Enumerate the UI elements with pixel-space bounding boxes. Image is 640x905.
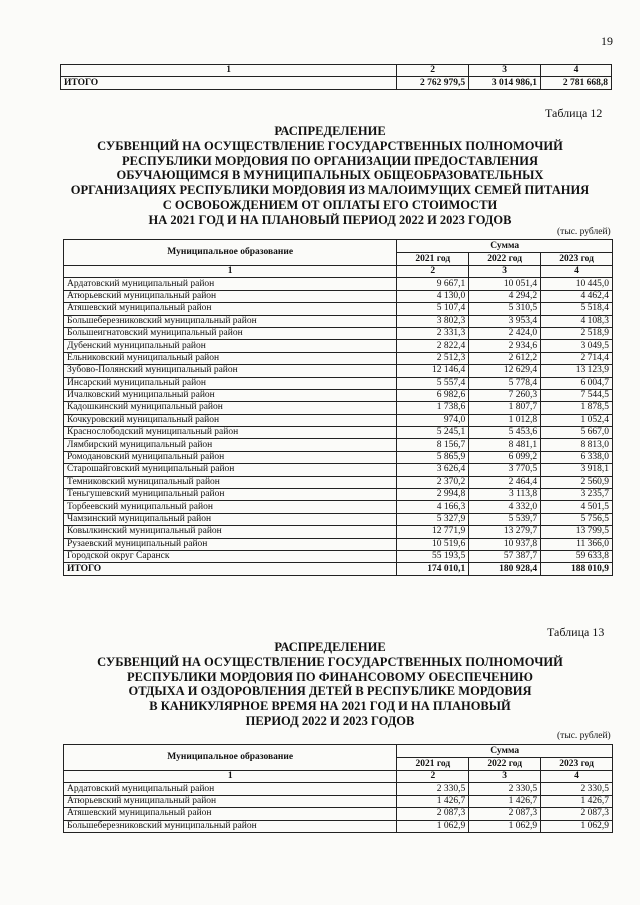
col-number: 3 — [469, 771, 541, 783]
municipality-name: Большеберезниковский муниципальный район — [64, 315, 397, 327]
amount-cell: 13 123,9 — [541, 365, 613, 377]
col-number: 3 — [469, 266, 541, 278]
table-row — [64, 402, 613, 414]
municipality-name: Зубово-Полянский муниципальный район — [64, 365, 397, 377]
heading-line: СУБВЕНЦИЙ НА ОСУЩЕСТВЛЕНИЕ ГОСУДАРСТВЕННЫХ ПОЛНОМОЧИЙ — [97, 654, 563, 669]
amount-cell: 2 560,9 — [541, 476, 613, 488]
amount-cell: 1 426,7 — [397, 795, 469, 807]
table-row — [64, 476, 613, 488]
table-12-unit: (тыс. рублей) — [557, 227, 611, 237]
col-number: 4 — [541, 266, 613, 278]
col-number: 1 — [64, 771, 397, 783]
amount-cell: 5 107,4 — [397, 303, 469, 315]
header-sum: Сумма — [397, 240, 613, 253]
total-value: 180 928,4 — [469, 563, 541, 575]
amount-cell: 2 934,6 — [469, 340, 541, 352]
col-number: 4 — [541, 771, 613, 783]
amount-cell: 12 146,4 — [397, 365, 469, 377]
amount-cell: 5 518,4 — [541, 303, 613, 315]
total-value: 2 762 979,5 — [397, 77, 469, 89]
amount-cell: 5 245,1 — [397, 427, 469, 439]
table-13-body — [64, 783, 613, 833]
col-number: 2 — [397, 65, 469, 77]
amount-cell: 2 087,3 — [397, 808, 469, 820]
amount-cell: 5 327,9 — [397, 513, 469, 525]
municipality-name: Городской округ Саранск — [64, 550, 397, 562]
amount-cell: 57 387,7 — [469, 550, 541, 562]
total-value: 2 781 668,8 — [541, 77, 612, 89]
amount-cell: 5 539,7 — [469, 513, 541, 525]
amount-cell: 10 051,4 — [469, 278, 541, 290]
amount-cell: 2 612,2 — [469, 352, 541, 364]
amount-cell: 1 062,9 — [541, 820, 613, 832]
amount-cell: 1 878,5 — [541, 402, 613, 414]
amount-cell: 8 813,0 — [541, 439, 613, 451]
amount-cell: 4 130,0 — [397, 290, 469, 302]
table-13-unit: (тыс. рублей) — [557, 731, 611, 741]
amount-cell: 7 544,5 — [541, 389, 613, 401]
table-row — [64, 795, 613, 807]
table-row — [64, 414, 613, 426]
table-row — [64, 550, 613, 562]
table-13-heading — [40, 640, 620, 729]
amount-cell: 4 462,4 — [541, 290, 613, 302]
amount-cell: 3 049,5 — [541, 340, 613, 352]
total-value: 174 010,1 — [397, 563, 469, 575]
table-12-label: Таблица 12 — [545, 106, 603, 120]
col-number: 1 — [61, 65, 397, 77]
municipality-name: Атюрьевский муниципальный район — [64, 795, 397, 807]
heading-line: РАСПРЕДЕЛЕНИЕ — [274, 124, 386, 138]
table-row — [64, 464, 613, 476]
heading-line: СУБВЕНЦИЙ НА ОСУЩЕСТВЛЕНИЕ ГОСУДАРСТВЕННЫХ ПОЛНОМОЧИЙ — [97, 138, 563, 153]
amount-cell: 13 799,5 — [541, 526, 613, 538]
table-row — [64, 439, 613, 451]
municipality-name: Ардатовский муниципальный район — [64, 278, 397, 290]
table-row — [64, 365, 613, 377]
amount-cell: 59 633,8 — [541, 550, 613, 562]
amount-cell: 1 738,6 — [397, 402, 469, 414]
amount-cell: 9 667,1 — [397, 278, 469, 290]
table-row — [64, 303, 613, 315]
amount-cell: 2 714,4 — [541, 352, 613, 364]
amount-cell: 6 004,7 — [541, 377, 613, 389]
municipality-name: Большеигнатовский муниципальный район — [64, 327, 397, 339]
amount-cell: 11 366,0 — [541, 538, 613, 550]
municipality-name: Темниковский муниципальный район — [64, 476, 397, 488]
amount-cell: 3 770,5 — [469, 464, 541, 476]
amount-cell: 6 982,6 — [397, 389, 469, 401]
amount-cell: 2 330,5 — [469, 783, 541, 795]
table-row — [64, 315, 613, 327]
amount-cell: 8 481,1 — [469, 439, 541, 451]
amount-cell: 6 099,2 — [469, 451, 541, 463]
municipality-name: Ромодановский муниципальный район — [64, 451, 397, 463]
table-row — [64, 808, 613, 820]
municipality-name: Атюрьевский муниципальный район — [64, 290, 397, 302]
municipality-name: Чамзинский муниципальный район — [64, 513, 397, 525]
heading-line: ОТДЫХА И ОЗДОРОВЛЕНИЯ ДЕТЕЙ В РЕСПУБЛИКЕ МОРДОВИЯ — [128, 684, 532, 699]
amount-cell: 2 424,0 — [469, 327, 541, 339]
amount-cell: 3 918,1 — [541, 464, 613, 476]
amount-cell: 5 865,9 — [397, 451, 469, 463]
table-row — [64, 340, 613, 352]
table-row — [64, 489, 613, 501]
total-value: 188 010,9 — [541, 563, 613, 575]
amount-cell: 5 557,4 — [397, 377, 469, 389]
amount-cell: 12 771,9 — [397, 526, 469, 538]
total-label: ИТОГО — [61, 77, 397, 89]
amount-cell: 13 279,7 — [469, 526, 541, 538]
table-row — [64, 451, 613, 463]
col-number: 3 — [469, 65, 541, 77]
amount-cell: 1 012,8 — [469, 414, 541, 426]
table-12-heading — [40, 124, 620, 228]
table-row — [64, 526, 613, 538]
amount-cell: 3 235,7 — [541, 489, 613, 501]
table-row — [64, 427, 613, 439]
amount-cell: 1 426,7 — [541, 795, 613, 807]
table-13-label: Таблица 13 — [547, 625, 605, 639]
municipality-name: Атяшевский муниципальный район — [64, 303, 397, 315]
municipality-name: Дубенский муниципальный район — [64, 340, 397, 352]
amount-cell: 1 052,4 — [541, 414, 613, 426]
amount-cell: 5 667,0 — [541, 427, 613, 439]
amount-cell: 7 260,3 — [469, 389, 541, 401]
table-row — [64, 538, 613, 550]
amount-cell: 1 807,7 — [469, 402, 541, 414]
header-municipality: Муниципальное образование — [64, 240, 397, 266]
amount-cell: 4 166,3 — [397, 501, 469, 513]
header-year: 2023 год — [541, 253, 613, 266]
heading-line: В КАНИКУЛЯРНОЕ ВРЕМЯ НА 2021 ГОД И НА ПЛАНОВЫЙ — [149, 699, 511, 714]
heading-line: С ОСВОБОЖДЕНИЕМ ОТ ОПЛАТЫ ЕГО СТОИМОСТИ — [162, 197, 498, 212]
amount-cell: 4 332,0 — [469, 501, 541, 513]
table-row — [64, 377, 613, 389]
amount-cell: 10 445,0 — [541, 278, 613, 290]
amount-cell: 2 087,3 — [469, 808, 541, 820]
amount-cell: 2 464,4 — [469, 476, 541, 488]
municipality-name: Торбеевский муниципальный район — [64, 501, 397, 513]
amount-cell: 2 331,3 — [397, 327, 469, 339]
amount-cell: 2 822,4 — [397, 340, 469, 352]
amount-cell: 1 426,7 — [469, 795, 541, 807]
header-year: 2022 год — [469, 253, 541, 266]
municipality-name: Кочкуровский муниципальный район — [64, 414, 397, 426]
municipality-name: Ковылкинский муниципальный район — [64, 526, 397, 538]
amount-cell: 3 802,3 — [397, 315, 469, 327]
municipality-name: Ичалковский муниципальный район — [64, 389, 397, 401]
municipality-name: Инсарский муниципальный район — [64, 377, 397, 389]
header-year: 2023 год — [541, 758, 613, 771]
amount-cell: 2 087,3 — [541, 808, 613, 820]
municipality-name: Большеберезниковский муниципальный район — [64, 820, 397, 832]
municipality-name: Теньгушевский муниципальный район — [64, 489, 397, 501]
total-label: ИТОГО — [64, 563, 397, 575]
header-year: 2021 год — [397, 253, 469, 266]
amount-cell: 2 518,9 — [541, 327, 613, 339]
heading-line: РЕСПУБЛИКИ МОРДОВИЯ ПО ФИНАНСОВОМУ ОБЕСПЕЧЕНИЮ — [126, 669, 533, 684]
amount-cell: 10 937,8 — [469, 538, 541, 550]
table-row — [64, 820, 613, 832]
table-12 — [63, 239, 613, 576]
heading-line: РЕСПУБЛИКИ МОРДОВИЯ ПО ОРГАНИЗАЦИИ ПРЕДОСТАВЛЕНИЯ — [122, 153, 538, 168]
municipality-name: Ардатовский муниципальный район — [64, 783, 397, 795]
amount-cell: 1 062,9 — [469, 820, 541, 832]
heading-line: ОРГАНИЗАЦИЯХ РЕСПУБЛИКИ МОРДОВИЯ ИЗ МАЛОИМУЩИХ СЕМЕЙ ПИТАНИЯ — [70, 183, 590, 198]
table-row — [64, 290, 613, 302]
municipality-name: Кадошкинский муниципальный район — [64, 402, 397, 414]
amount-cell: 3 626,4 — [397, 464, 469, 476]
table-row — [64, 352, 613, 364]
page-number: 19 — [601, 34, 613, 48]
table-row — [64, 501, 613, 513]
table-row — [64, 783, 613, 795]
municipality-name: Атяшевский муниципальный район — [64, 808, 397, 820]
total-value: 3 014 986,1 — [469, 77, 541, 89]
amount-cell: 3 953,4 — [469, 315, 541, 327]
table-row — [64, 278, 613, 290]
amount-cell: 4 294,2 — [469, 290, 541, 302]
col-number: 4 — [541, 65, 612, 77]
header-sum: Сумма — [397, 745, 613, 758]
amount-cell: 5 756,5 — [541, 513, 613, 525]
heading-line: НА 2021 ГОД И НА ПЛАНОВЫЙ ПЕРИОД 2022 И 2023 ГОДОВ — [148, 212, 512, 227]
amount-cell: 3 113,8 — [469, 489, 541, 501]
col-number: 2 — [397, 266, 469, 278]
header-year: 2021 год — [397, 758, 469, 771]
table-row — [64, 513, 613, 525]
table-13 — [63, 744, 613, 833]
amount-cell: 10 519,6 — [397, 538, 469, 550]
col-number: 2 — [397, 771, 469, 783]
amount-cell: 12 629,4 — [469, 365, 541, 377]
amount-cell: 4 108,3 — [541, 315, 613, 327]
amount-cell: 2 994,8 — [397, 489, 469, 501]
header-year: 2022 год — [469, 758, 541, 771]
amount-cell: 4 501,5 — [541, 501, 613, 513]
amount-cell: 2 512,3 — [397, 352, 469, 364]
table-row — [64, 327, 613, 339]
amount-cell: 8 156,7 — [397, 439, 469, 451]
amount-cell: 2 330,5 — [397, 783, 469, 795]
amount-cell: 55 193,5 — [397, 550, 469, 562]
amount-cell: 2 370,2 — [397, 476, 469, 488]
amount-cell: 5 778,4 — [469, 377, 541, 389]
municipality-name: Старошайговский муниципальный район — [64, 464, 397, 476]
table-12-body — [64, 278, 613, 563]
amount-cell: 1 062,9 — [397, 820, 469, 832]
header-municipality: Муниципальное образование — [64, 745, 397, 771]
amount-cell: 2 330,5 — [541, 783, 613, 795]
amount-cell: 6 338,0 — [541, 451, 613, 463]
heading-line: РАСПРЕДЕЛЕНИЕ — [274, 640, 386, 654]
municipality-name: Ельниковский муниципальный район — [64, 352, 397, 364]
col-number: 1 — [64, 266, 397, 278]
municipality-name: Рузаевский муниципальный район — [64, 538, 397, 550]
municipality-name: Краснослободский муниципальный район — [64, 427, 397, 439]
amount-cell: 974,0 — [397, 414, 469, 426]
table-row — [64, 389, 613, 401]
previous-table-total — [60, 64, 612, 90]
heading-line: ОБУЧАЮЩИМСЯ В МУНИЦИПАЛЬНЫХ ОБЩЕОБРАЗОВАТЕЛЬНЫХ — [116, 168, 544, 183]
amount-cell: 5 310,5 — [469, 303, 541, 315]
amount-cell: 5 453,6 — [469, 427, 541, 439]
heading-line: ПЕРИОД 2022 И 2023 ГОДОВ — [245, 713, 415, 728]
municipality-name: Лямбирский муниципальный район — [64, 439, 397, 451]
